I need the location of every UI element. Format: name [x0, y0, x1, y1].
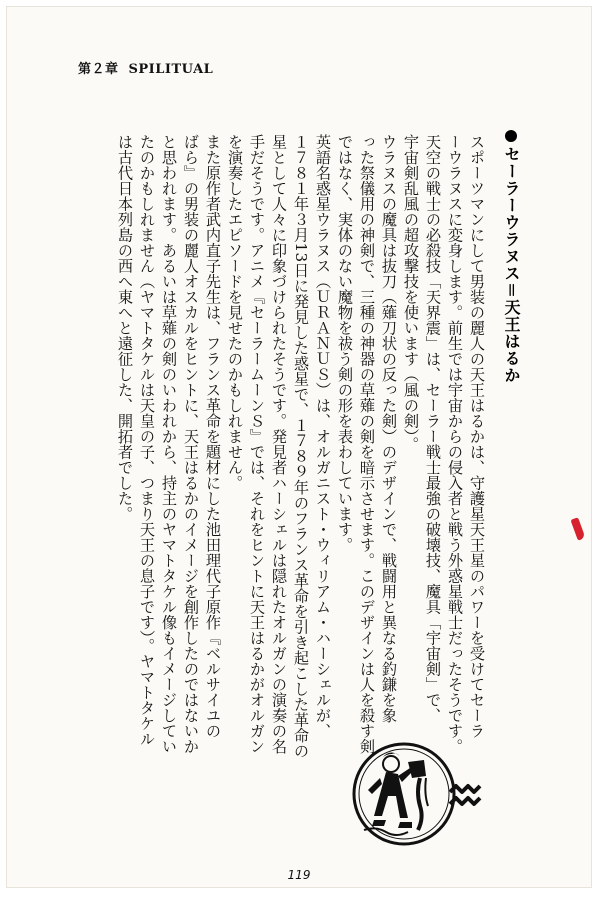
chapter-header: [78, 58, 223, 77]
text-column: 英語名惑星ウラヌス（ＵＲＡＮＵＳ）は、オルガニスト・ウィリアム・ハーシェルが、: [314, 134, 332, 739]
bullet-icon: [505, 130, 517, 142]
text-column: ではなく、実体のない魔物を祓う剣の形を表わしています。: [336, 134, 354, 553]
text-column: は古代日本列島の西へ東へと遠征した、開拓者でした。: [116, 134, 134, 522]
text-column: ばら』の男装の麗人オスカルをヒントに、天王はるかのイメージを創作したのではないか: [182, 134, 200, 754]
text-column: と思われます。あるいは草薙の剣のいわれから、持主のヤマトタケル像もイメージしてい: [160, 134, 178, 754]
aquarius-emblem: [346, 734, 486, 858]
chapter-number: 第２章: [78, 62, 119, 77]
book-page: [6, 6, 592, 888]
text-column: たのかもしれません（ヤマトタケルは天皇の子、つまり天王の息子です）。ヤマトタケル: [138, 134, 156, 747]
text-column: 宇宙剣乱風の超攻撃技を使います（風の剣）。: [402, 134, 420, 452]
text-column: 天空の戦士の必殺技「天界震」は、セーラー戦士最強の破壊技、魔具「宇宙剣」で、: [424, 134, 442, 723]
red-mark: [570, 517, 585, 540]
text-column: また原作者武内直子先生は、フランス革命を題材にした池田理代子原作『ベルサイユの: [204, 134, 222, 739]
text-column: １７８１年３月13日に発見した惑星で、１７８９年のフランス革命を引き起こした革命の: [292, 134, 310, 759]
text-column: を演奏したエピソードを見せたのかもしれません。: [226, 134, 244, 491]
page-number: 119: [287, 868, 311, 882]
water-bearer-figure-icon: [354, 744, 454, 844]
text-column: 星として人々に印象づけられたそうです。発見者ハーシェルは隠れたオルガンの演奏の名: [270, 134, 288, 754]
text-column: スポーツマンにして男装の麗人の天王はるかは、守護星天王星のパワーを受けてセーラ: [468, 134, 486, 739]
text-column: ーウラヌスに変身します。前生では宇宙からの侵入者と戦う外惑星戦士だったそうです。: [446, 134, 464, 754]
section-title: セーラーウラヌス＝天王はるか: [502, 146, 521, 385]
chapter-title: SPILITUAL: [128, 62, 214, 77]
text-column: 手だそうです。アニメ『セーラームーンＳ』では、それをヒントに天王はるかがオルガン: [248, 134, 266, 754]
text-column: った祭儀用の神剣で、三種の神器の草薙の剣を暗示させます。このデザインは人を殺す剣: [358, 134, 376, 754]
text-column: ウラヌスの魔具は抜刀（薙刀状の反った剣）のデザインで、戦闘用と異なる釣鎌を象: [380, 134, 398, 723]
section-heading: [500, 130, 523, 384]
